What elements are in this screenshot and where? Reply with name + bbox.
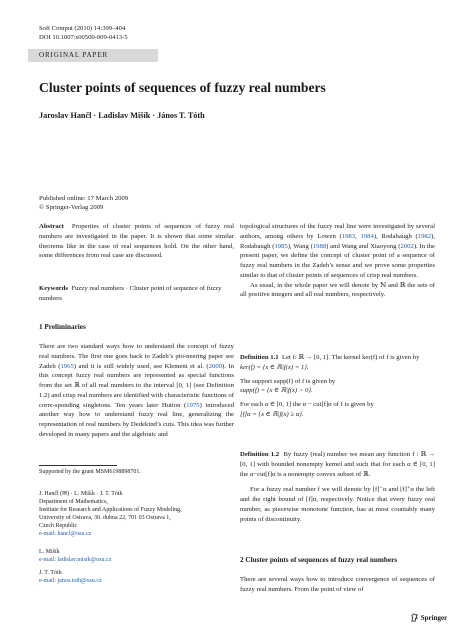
affiliation-1-line: Institute for Research and Applications of Fuzzy Modeling, xyxy=(39,507,182,513)
publisher-logo xyxy=(410,613,447,624)
section-2-heading: 2 Cluster points of sequences of fuzzy real numbers xyxy=(240,556,398,564)
intro-text-c: ), Rodabaugh ( xyxy=(240,232,436,250)
affiliation-1-line: Czech Republic xyxy=(39,523,78,529)
definition-1-2-text: By fuzzy (real) number we mean any function f : ℝ → [0, 1] with bounded nonempty kernel and such that for each α ∈ [0, 1] the α−cut[f]α is a nonempty convex subset of ℝ. xyxy=(240,451,435,478)
intro-text-b: ), Rodabaugh ( xyxy=(373,232,418,240)
intro-text-e: ) and Wang and Xiaoyong ( xyxy=(326,242,401,250)
bounds-paragraph: For a fuzzy real number f we will denote by [f]⁻α and [f]⁺α the left and the right bound of [f]α, respectively. Notice that every fuzzy real number, as piecewise monotone function, has at most countably many points of discontinuity. xyxy=(240,486,435,523)
doi: DOI 10.1007/s00500-009-0413-5 xyxy=(39,34,128,41)
section-1-text-a: There are two standard ways how to understand the concept of fuzzy real numbers. The first one goes back to Zadeh’s pio-neering paper see Zadeh ( xyxy=(39,343,234,370)
affiliation-3-name: J. T. Tóth xyxy=(39,570,62,576)
notation-paragraph: As usual, in the whole paper we will denote by ℕ and ℝ the sets of all positive integers and all real numbers, respectively. xyxy=(240,281,435,299)
email-link-hancl[interactable]: e-mail: hancl@osu.cz xyxy=(39,531,92,537)
alpha-cut-text: For each α ∈ [0, 1] the α − cut[f]α of f is given by xyxy=(240,401,374,408)
affiliation-1-line: University of Ostrava, 30. dubna 22, 701 03 Ostrava 1, xyxy=(39,515,171,521)
section-1-heading: 1 Preliminaries xyxy=(39,323,86,331)
affiliation-1-names: J. Hančl (✉) · L. Mišík · J. T. Tóth xyxy=(39,491,123,497)
definition-1-2-label: Definition 1.2 xyxy=(240,451,280,458)
section-1-text-b: ) and it is still widely used, see Klement et al. ( xyxy=(73,362,209,370)
affiliation-2-name: L. Mišík xyxy=(39,549,60,555)
article-type-band xyxy=(28,49,158,62)
intro-text-a: topological structures of the fuzzy real line were investigated by several authors, among others by Lowen ( xyxy=(240,223,435,240)
citation-link-rodabaugh-1982[interactable]: 1982 xyxy=(417,232,432,240)
support-text: The support supp(f) of f is given by xyxy=(240,377,336,385)
grant-footnote: Supported by the grant MSM6198898701. xyxy=(39,469,141,475)
definition-1-1-text: Let f: ℝ → [0, 1]. The kernel ker(f) of f is given by xyxy=(281,354,420,361)
intro-text-d: ), Wang ( xyxy=(287,242,313,250)
section-1-text-d: ) introduced another way how to understand fuzzy real line, generalizing the representation of real numbers by Dedekind’s cuts. This idea was further developed in many papers and the algebraic and xyxy=(39,401,234,438)
citation-link-lowen-1983[interactable]: 1983 xyxy=(341,232,356,240)
footnote-rule xyxy=(39,465,117,466)
abstract-text: Properties of cluster points of sequences of fuzzy real numbers are investigated in the paper. It is shown that some similar theorems like in the case of real sequences hold. On the other hand, some differences from real case are discussed. xyxy=(39,223,234,260)
keywords-text: Fuzzy real numbers · Cluster point of sequence of fuzzy numbers xyxy=(39,285,222,302)
copyright: © Springer-Verlag 2009 xyxy=(39,204,104,211)
section-2-body xyxy=(240,575,435,595)
intro-text-f: ). In the present paper, we define the concept of cluster point of a sequence of fuzzy real numbers in the Zadeh’s sense and we prove some properties similar to that of cluster points of sequences of crisp real numbers. xyxy=(240,242,435,279)
abstract-label: Abstract xyxy=(39,223,64,230)
citation-link-lowen-1984[interactable]: 1984 xyxy=(360,232,374,240)
email-link-misik[interactable]: e-mail: ladislav.misik@osu.cz xyxy=(39,557,112,563)
definition-1-1 xyxy=(240,353,435,420)
citation-link-klement[interactable]: 2000 xyxy=(208,362,223,370)
support-formula: supp(f) = {x ∈ ℝ|f(x) > 0}. xyxy=(240,387,313,395)
citation-link-zadeh[interactable]: 1965 xyxy=(60,362,74,370)
affiliation-1-line: Department of Mathematics, xyxy=(39,499,108,505)
article-type-label: ORIGINAL PAPER xyxy=(39,51,109,59)
springer-horse-icon xyxy=(410,613,419,624)
affiliation-2 xyxy=(39,548,234,564)
affiliation-3 xyxy=(39,569,234,585)
alpha-cut-formula: [f]α = {x ∈ ℝ|f(x) ≥ α}. xyxy=(240,410,304,418)
paper-title: Cluster points of sequences of fuzzy real numbers xyxy=(39,80,326,95)
keywords-block xyxy=(39,284,234,304)
citation-link-wang-1988[interactable]: 1988 xyxy=(312,242,327,250)
citation-link-wang-xiaoyong-2002[interactable]: 2002 xyxy=(400,242,414,250)
author-list: Jaroslav Hančl · Ladislav Mišík · János T. Tóth xyxy=(39,111,205,120)
journal-citation: Soft Comput (2010) 14:399–404 xyxy=(39,25,126,32)
publication-info xyxy=(39,194,128,212)
abstract-block xyxy=(39,222,234,261)
running-header xyxy=(39,24,128,42)
citation-link-rodabaugh-1985[interactable]: 1985 xyxy=(274,242,288,250)
definition-1-1-label: Definition 1.1 xyxy=(240,354,279,361)
section-1-text-c: ). In this concept fuzzy real numbers are represented as special functions from the set ℝ of all real numbers to the interval [0, 1] (see Definition 1.2) and crisp real numbers are identified with characteristic functions of corre-sponding singletons. Ten years later Hutton ( xyxy=(39,362,234,409)
definition-1-2 xyxy=(240,450,435,524)
keywords-label: Keywords xyxy=(39,285,68,292)
published-date: Published online: 17 March 2009 xyxy=(39,195,129,202)
section-1-body xyxy=(39,342,234,440)
kernel-formula: ker(f) = {x ∈ ℝ|f(x) = 1}. xyxy=(240,363,309,371)
publisher-name: Springer xyxy=(420,614,448,623)
affiliation-1 xyxy=(39,490,234,538)
right-column-intro: topological structures of the fuzzy real line were investigated by several authors, among others by Lowen (1983, 1984), Rodabaugh (1982), Rodabaugh (1985), Wang (1988) and Wang and Xiaoyong (2002). In the present paper, we define the concept of cluster point of a sequence of fuzzy real numbers in the Zadeh’s sense and we prove some properties similar to that of cluster points of sequences of crisp real numbers. As usual, in the whole paper we will denote by ℕ and ℝ the sets of all positive integers and all real numbers, respectively. xyxy=(240,223,436,299)
citation-link-hutton[interactable]: 1975 xyxy=(186,401,200,409)
section-2-text: There are several ways how to introduce convergence of sequences of fuzzy real numbers. From the point of view of xyxy=(240,576,435,593)
email-link-toth[interactable]: e-mail: janos.toth@osu.cz xyxy=(39,578,102,584)
